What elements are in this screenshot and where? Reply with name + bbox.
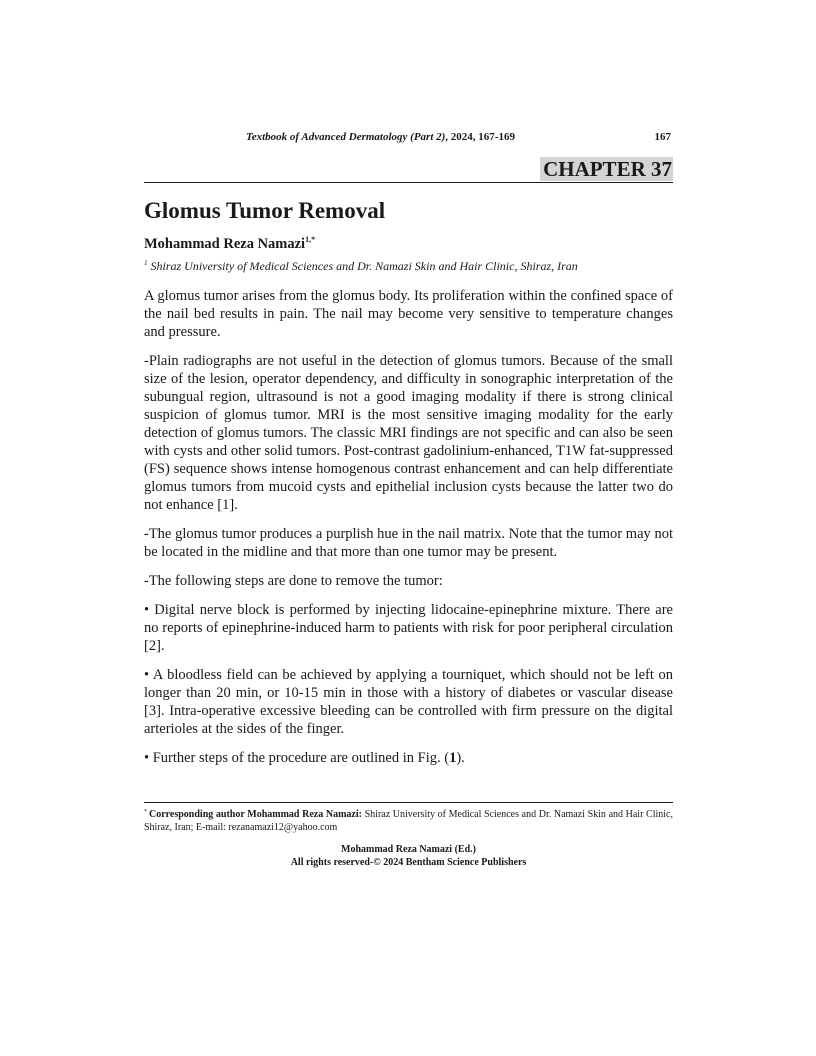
paragraph: -The glomus tumor produces a purplish hue in the nail matrix. Note that the tumor may not be located in the midline and that more than one tumor may be present. <box>144 526 673 560</box>
affiliation <box>144 259 578 274</box>
paragraph: -The following steps are done to remove the tumor: <box>144 573 443 589</box>
publisher-info <box>144 844 673 869</box>
footnote <box>144 806 673 834</box>
paragraph: • Digital nerve block is performed by injecting lidocaine-epinephrine mixture. There are no reports of epinephrine-induced harm to patients with risk for poor peripheral circulation [2]. <box>144 602 673 654</box>
footnote-label: Corresponding author Mohammad Reza Namazi: <box>149 809 362 820</box>
footnote-text: Shiraz University of Medical Sciences and Dr. Namazi Skin and Hair Clinic, Shiraz, Iran; E-mail: rezanamazi12@yahoo.com <box>144 809 673 833</box>
editor-line: Mohammad Reza Namazi (Ed.) <box>341 844 476 855</box>
running-head-book <box>246 131 515 143</box>
affiliation-mark: 1 <box>144 259 148 267</box>
rights-line: All rights reserved-© 2024 Bentham Science Publishers <box>290 856 527 868</box>
figure-reference: 1 <box>449 750 457 766</box>
paragraph: -Plain radiographs are not useful in the detection of glomus tumors. Because of the small size of the lesion, operator dependency, and difficulty in sonographic interpretation of the subungual region, ultrasound is not a good imaging modality if there is strong clinical suspicion of glomus tumor. MRI is the most sensitive imaging modality for the early detection of glomus tumors. The classic MRI findings are not specific and can also be seen with cysts and other solid tumors. Post-contrast gadolinium-enhanced, T1W fat-suppressed (FS) sequence shows intense homogenous contrast enhancement and can help differentiate glomus tumors from mucoid cysts and epithelial inclusion cysts because the latter two do not enhance [1]. <box>144 353 673 513</box>
paragraph-text: • Further steps of the procedure are outlined in Fig. ( <box>144 750 450 766</box>
paragraph: • A bloodless field can be achieved by applying a tourniquet, which should not be left on longer than 20 min, or 10-15 min in those with a history of diabetes or vascular disease [3]. Intra-operative excessive bleeding can be controlled with firm pressure on the digital arterioles at the sides of the finger. <box>144 667 673 737</box>
paragraph-text-end: ). <box>456 750 465 766</box>
paragraph <box>144 749 673 767</box>
book-title: Textbook of Advanced Dermatology (Part 2) <box>246 131 446 143</box>
author-marks: 1,* <box>305 235 316 244</box>
chapter-title: Glomus Tumor Removal <box>144 198 386 223</box>
footnote-divider <box>144 802 673 803</box>
footnote-mark: * <box>144 809 147 815</box>
author-line <box>144 235 315 253</box>
author-name: Mohammad Reza Namazi <box>144 236 306 252</box>
chapter-label: CHAPTER 37 <box>540 157 673 181</box>
year-pages: , 2024, 167-169 <box>445 131 515 143</box>
header-divider <box>144 182 673 183</box>
affiliation-text: Shiraz University of Medical Sciences and Dr. Namazi Skin and Hair Clinic, Shiraz, Iran <box>150 259 578 273</box>
paragraph: A glomus tumor arises from the glomus body. Its proliferation within the confined space of the nail bed results in pain. The nail may become very sensitive to temperature changes and pressure. <box>144 288 673 340</box>
body-text <box>144 287 673 767</box>
page-number: 167 <box>654 131 671 143</box>
